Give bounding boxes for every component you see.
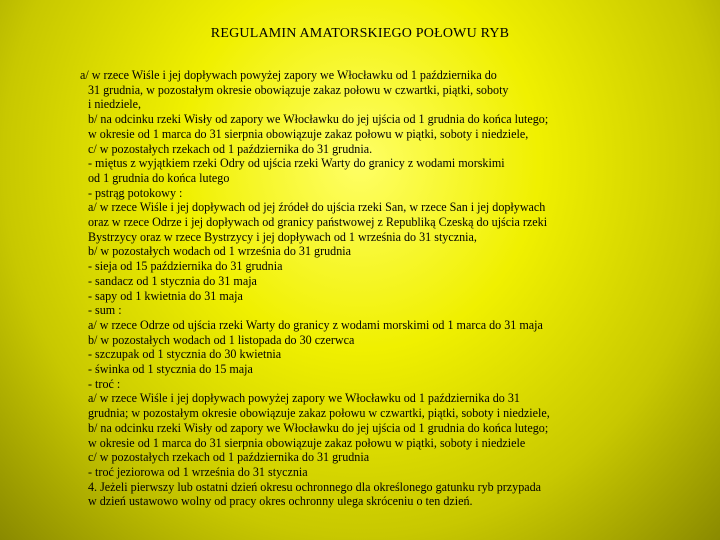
text-line: - troć jeziorowa od 1 września do 31 stycznia bbox=[88, 464, 308, 479]
regulation-text bbox=[80, 68, 690, 509]
text-line: b/ na odcinku rzeki Wisły od zapory we Włocławku do jej ujścia od 1 grudnia do końca lutego; bbox=[88, 420, 549, 435]
text-line: 4. Jeżeli pierwszy lub ostatni dzień okresu ochronnego dla określonego gatunku ryb przypada bbox=[88, 479, 542, 494]
text-line: 31 grudnia, w pozostałym okresie obowiązuje zakaz połowu w czwartki, piątki, soboty bbox=[88, 82, 509, 97]
text-line: a/ w rzece Wiśle i jej dopływach powyżej zapory we Włocławku od 1 października do bbox=[80, 68, 497, 82]
text-line: - sum : bbox=[88, 303, 122, 318]
text-line: - miętus z wyjątkiem rzeki Odry od ujścia rzeki Warty do granicy z wodami morskimi bbox=[88, 156, 505, 171]
text-line: a/ w rzece Odrze od ujścia rzeki Warty do granicy z wodami morskimi od 1 marca do 31 maja bbox=[88, 317, 543, 332]
text-line: oraz w rzece Odrze i jej dopływach od granicy państwowej z Republiką Czeską do ujścia rzeki bbox=[88, 215, 548, 230]
text-line: od 1 grudnia do końca lutego bbox=[88, 170, 230, 185]
text-line: a/ w rzece Wiśle i jej dopływach od jej źródeł do ujścia rzeki San, w rzece San i jej dopływach bbox=[88, 200, 546, 215]
text-line: - szczupak od 1 stycznia do 30 kwietnia bbox=[88, 347, 282, 362]
text-line: w dzień ustawowo wolny od pracy okres ochronny ulega skróceniu o ten dzień. bbox=[88, 494, 473, 509]
text-line: c/ w pozostałych rzekach od 1 października do 31 grudnia bbox=[88, 450, 370, 465]
text-line: - pstrąg potokowy : bbox=[88, 185, 183, 200]
text-line: b/ na odcinku rzeki Wisły od zapory we Włocławku do jej ujścia od 1 grudnia do końca lutego; bbox=[88, 112, 549, 127]
text-line: Bystrzycy oraz w rzece Bystrzycy i jej dopływach od 1 września do 31 stycznia, bbox=[88, 229, 477, 244]
text-line: - świnka od 1 stycznia do 15 maja bbox=[88, 362, 253, 377]
text-line: w okresie od 1 marca do 31 sierpnia obowiązuje zakaz połowu w piątki, soboty i niedziele bbox=[88, 435, 526, 450]
text-line: - troć : bbox=[88, 376, 121, 391]
text-line: a/ w rzece Wiśle i jej dopływach powyżej zapory we Włocławku od 1 października do 31 bbox=[88, 391, 520, 406]
text-line: c/ w pozostałych rzekach od 1 października do 31 grudnia. bbox=[88, 141, 373, 156]
text-line: - sapy od 1 kwietnia do 31 maja bbox=[88, 288, 243, 303]
text-line: b/ w pozostałych wodach od 1 września do 31 grudnia bbox=[88, 244, 351, 259]
text-line: - sandacz od 1 stycznia do 31 maja bbox=[88, 273, 257, 288]
text-line: w okresie od 1 marca do 31 sierpnia obowiązuje zakaz połowu w piątki, soboty i niedziele, bbox=[88, 126, 529, 141]
page-title: REGULAMIN AMATORSKIEGO POŁOWU RYB bbox=[210, 26, 510, 41]
text-line: b/ w pozostałych wodach od 1 listopada do 30 czerwca bbox=[88, 332, 355, 347]
text-line: grudnia; w pozostałym okresie obowiązuje zakaz połowu w czwartki, piątki, soboty i niedziele, bbox=[88, 406, 550, 421]
text-line: - sieja od 15 października do 31 grudnia bbox=[88, 259, 283, 274]
text-line: i niedziele, bbox=[88, 97, 142, 112]
